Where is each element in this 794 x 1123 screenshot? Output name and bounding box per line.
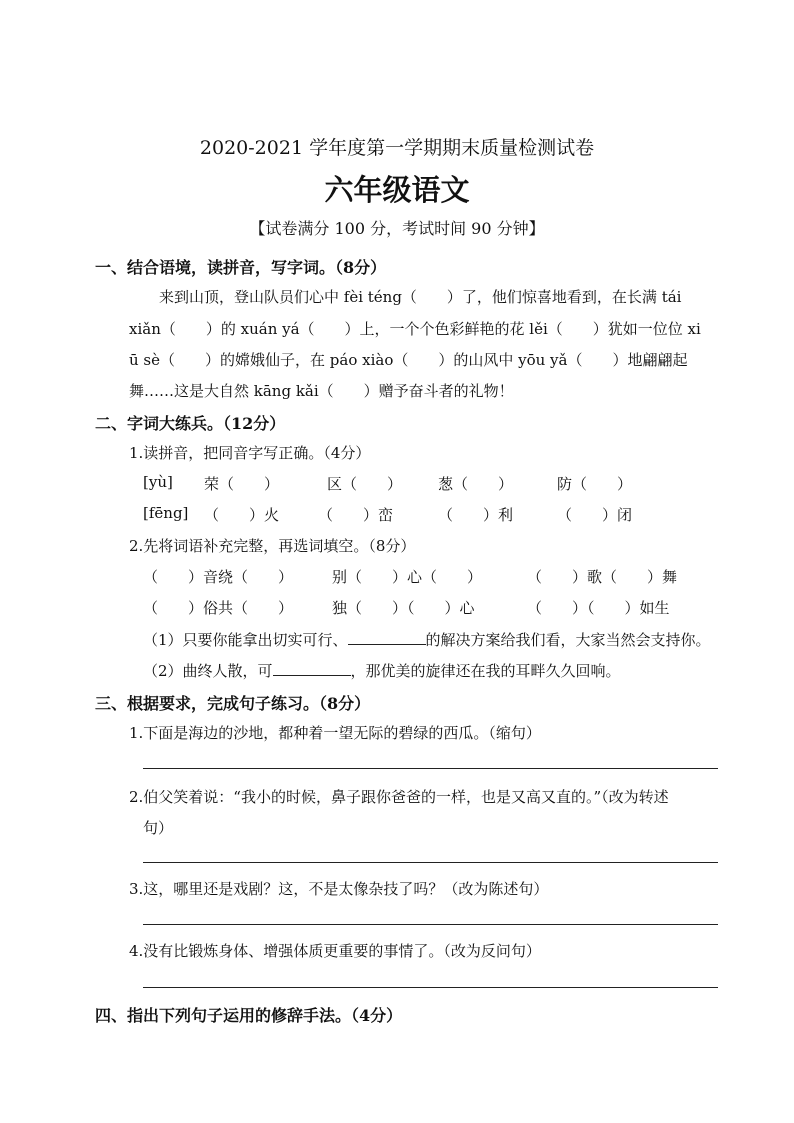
idiom-cell: （ ）（ ）如生 [527, 599, 670, 617]
homophone-cell: （ ）闭 [557, 506, 633, 524]
homophone-cell: 葱（ ） [438, 475, 514, 493]
subject-title: 六年级语文 [324, 173, 470, 207]
section1-line-4: 舞……这是大自然 kāng kǎi（ ）赠予奋斗者的礼物！ [129, 382, 514, 400]
section2-heading: 二、字词大练兵。（12分） [95, 414, 286, 433]
homophone-cell: 防（ ） [557, 475, 633, 493]
fill-sentence-2: （2）曲终人散，可 ，那优美的旋律还在我的耳畔久久回响。 [143, 662, 621, 680]
section3-q2: 2.伯父笑着说：“我小的时候，鼻子跟你爸爸的一样，也是又高又直的。”（改为转述 [129, 788, 669, 806]
section3-q2-cont: 句） [143, 819, 174, 837]
homophone-cell: 区（ ） [327, 475, 403, 493]
exam-title: 2020-2021 学年度第一学期期末质量检测试卷 [199, 137, 595, 159]
homophone-cell: （ ）火 [204, 506, 280, 524]
idiom-cell: 独（ ）（ ）心 [332, 599, 475, 617]
answer-blank[interactable] [273, 663, 351, 676]
section1-line-1: 来到山顶，登山队员们心中 fèi téng（ ）了，他们惊喜地看到，在长满 tái [159, 288, 682, 306]
idiom-cell: （ ）歌（ ）舞 [527, 568, 678, 586]
exam-note: 【试卷满分 100 分，考试时间 90 分钟】 [249, 219, 545, 238]
answer-line[interactable] [143, 924, 718, 925]
section1-heading: 一、结合语境，读拼音，写字词。（8分） [95, 258, 387, 277]
fill-sentence-1: （1）只要你能拿出切实可行、 的解决方案给我们看，大家当然会支持你。 [143, 631, 711, 649]
section2-q1-title: 1.读拼音，把同音字写正确。（4分） [129, 444, 371, 462]
section3-q3: 3.这，哪里还是戏剧？这，不是太像杂技了吗？（改为陈述句） [129, 880, 549, 898]
idiom-cell: （ ）俗共（ ） [143, 599, 294, 617]
answer-line[interactable] [143, 862, 718, 863]
pinyin-yu: [yù] [143, 473, 173, 491]
answer-blank[interactable] [348, 632, 426, 645]
answer-line[interactable] [143, 987, 718, 988]
homophone-cell: （ ）利 [438, 506, 514, 524]
section4-heading: 四、指出下列句子运用的修辞手法。（4分） [95, 1006, 403, 1025]
pinyin-feng: [fēng] [143, 504, 189, 522]
section2-q2-title: 2.先将词语补充完整，再选词填空。（8分） [129, 537, 416, 555]
idiom-cell: （ ）音绕（ ） [143, 568, 294, 586]
idiom-cell: 别（ ）心（ ） [332, 568, 483, 586]
section3-heading: 三、根据要求，完成句子练习。（8分） [95, 694, 371, 713]
homophone-cell: （ ）峦 [318, 506, 394, 524]
homophone-cell: 荣（ ） [204, 475, 280, 493]
section3-q1: 1.下面是海边的沙地，都种着一望无际的碧绿的西瓜。（缩句） [129, 724, 541, 742]
section1-line-2: xiǎn（ ）的 xuán yá（ ）上，一个个色彩鲜艳的花 lěi（ ）犹如一位位 xi [129, 320, 701, 338]
section1-line-3: ū sè（ ）的嫦娥仙子，在 páo xiào（ ）的山风中 yōu yǎ（ ）地翩翩起 [129, 351, 688, 369]
answer-line[interactable] [143, 768, 718, 769]
section3-q4: 4.没有比锻炼身体、增强体质更重要的事情了。（改为反问句） [129, 942, 541, 960]
